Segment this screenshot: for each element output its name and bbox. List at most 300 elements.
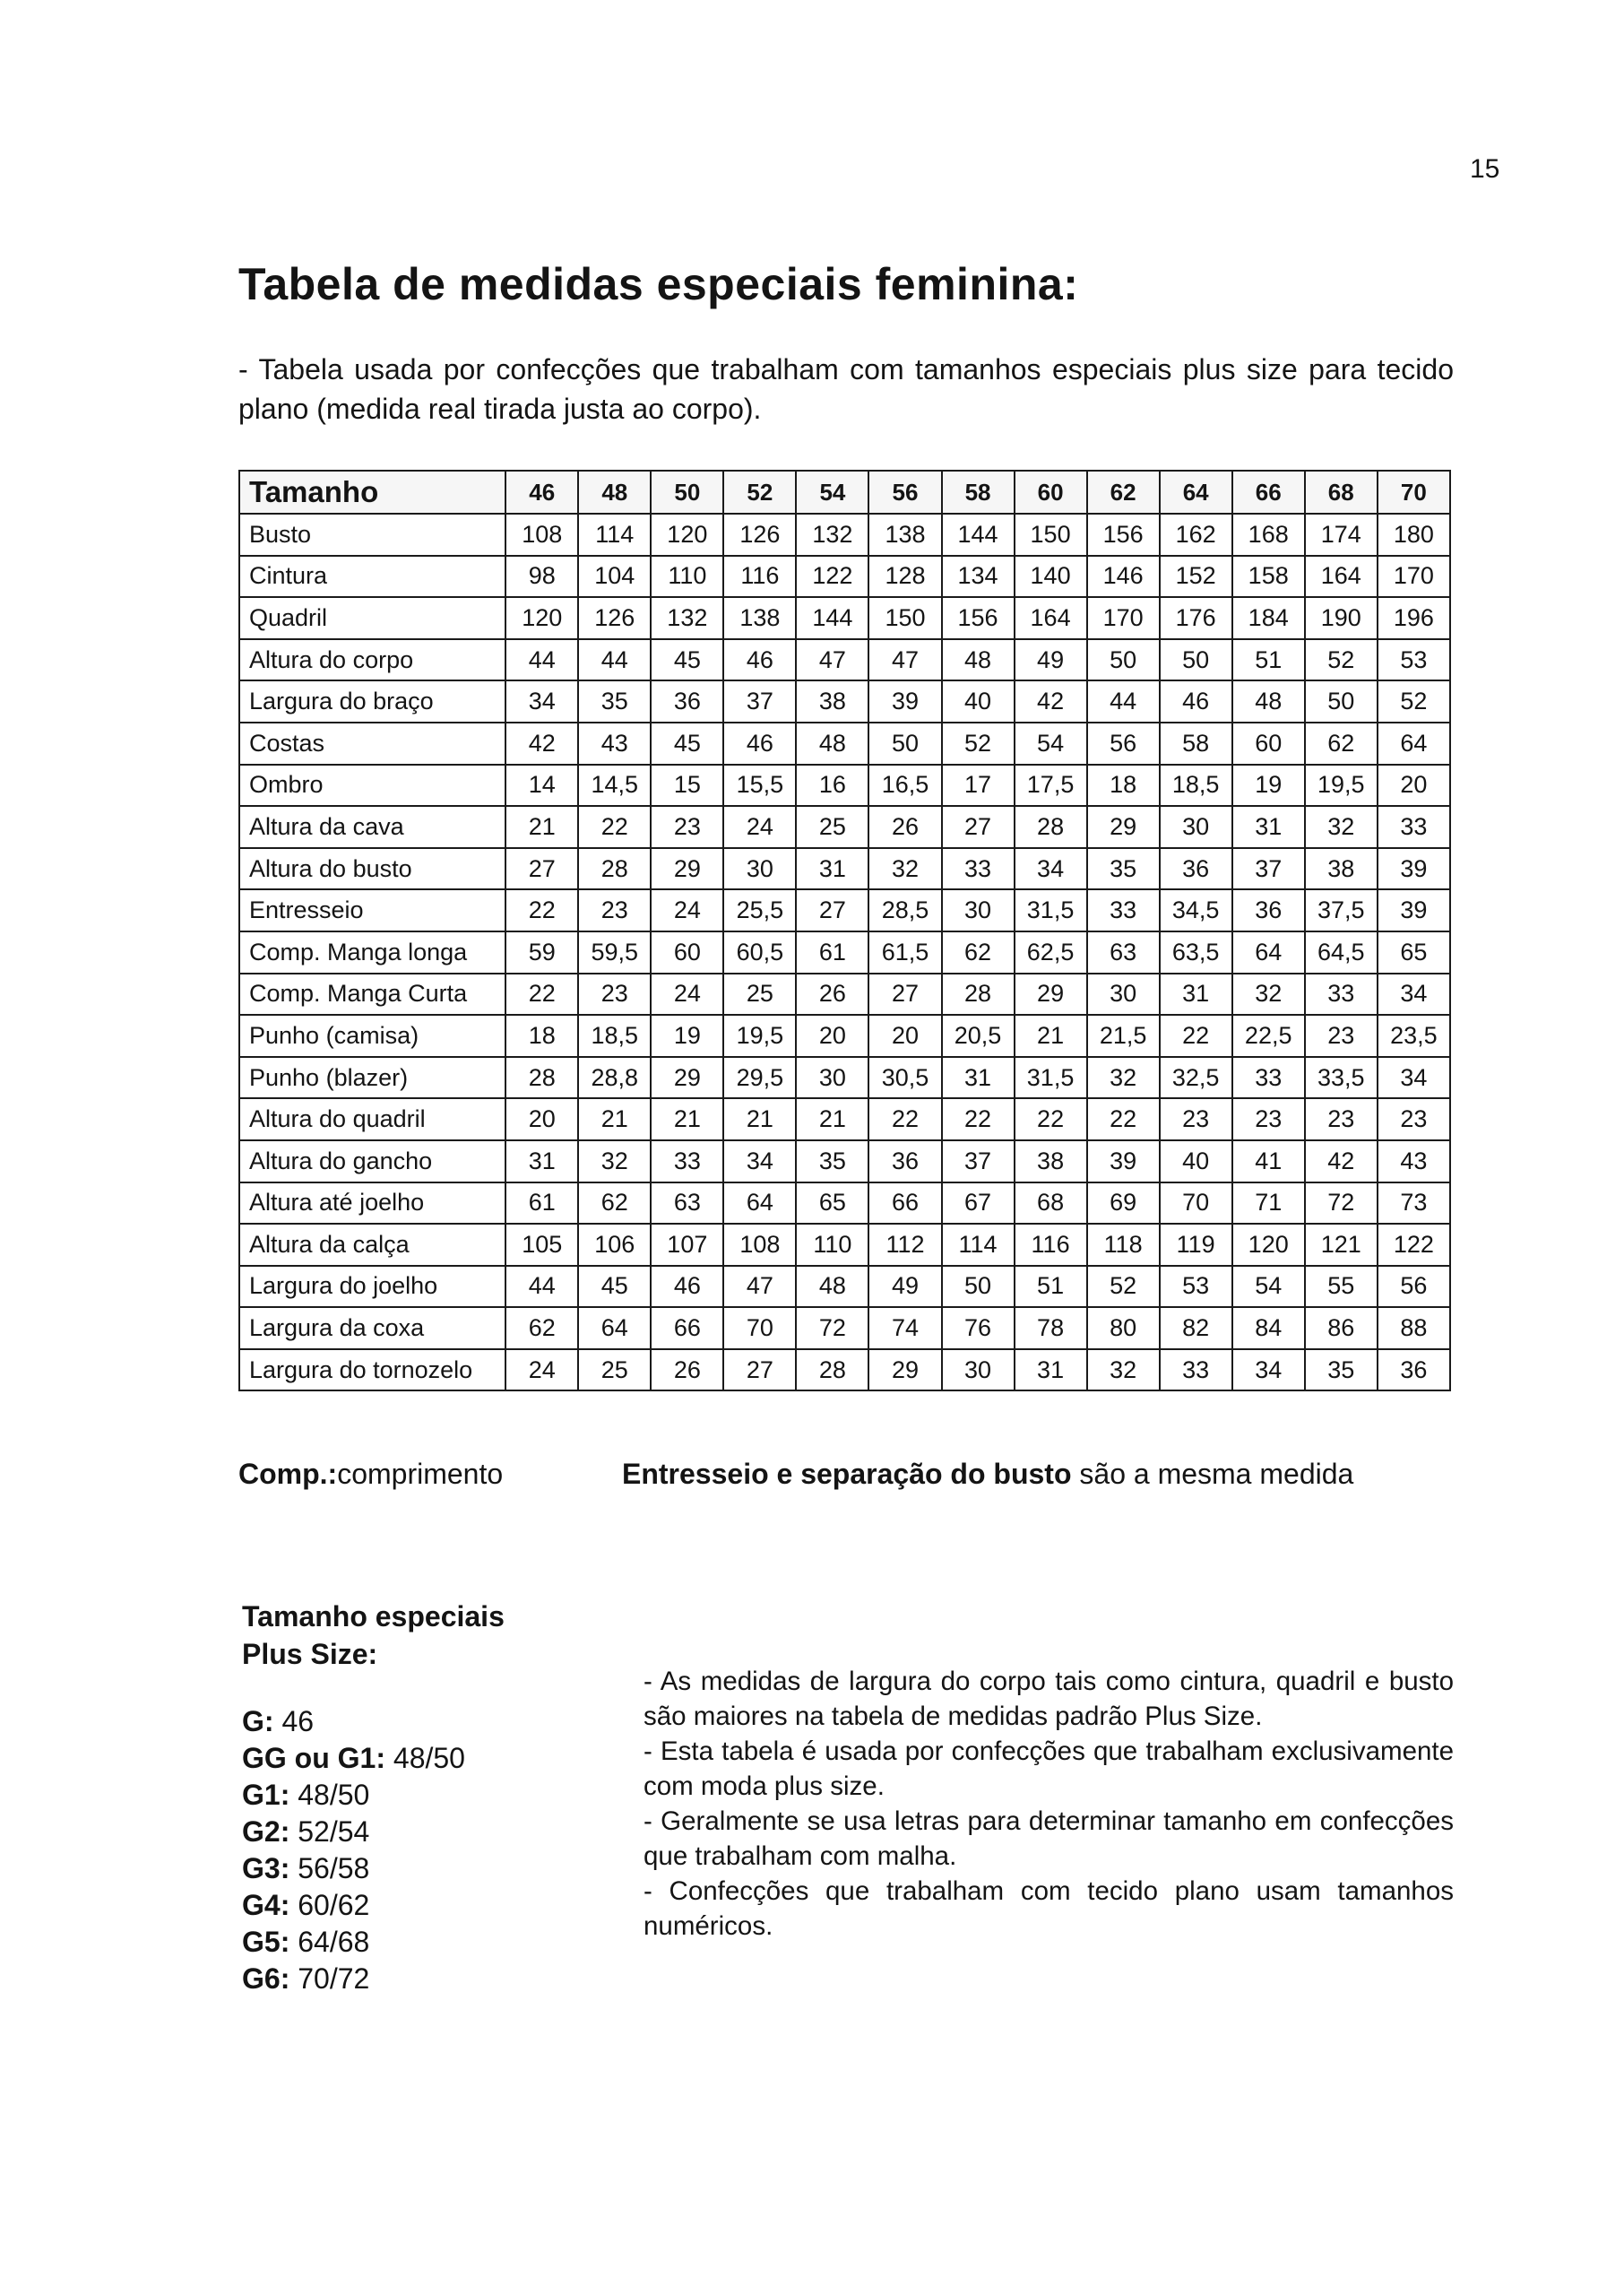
note-item: - Confecções que trabalham com tecido plano usam tamanhos numéricos. xyxy=(644,1876,1454,1941)
table-cell: 35 xyxy=(1305,1349,1378,1391)
table-cell: 50 xyxy=(942,1266,1015,1308)
table-cell: 62 xyxy=(578,1182,651,1225)
table-cell: 21 xyxy=(723,1098,796,1140)
table-cell: 47 xyxy=(868,639,941,681)
table-cell: 27 xyxy=(868,974,941,1016)
table-cell: 39 xyxy=(1087,1140,1160,1182)
table-cell: 32 xyxy=(1087,1057,1160,1099)
table-cell: 74 xyxy=(868,1307,941,1349)
size-code: GG ou G1: xyxy=(242,1742,385,1774)
table-cell: 116 xyxy=(723,556,796,598)
table-cell: 22 xyxy=(868,1098,941,1140)
table-cell: 27 xyxy=(723,1349,796,1391)
size-header-cell: 54 xyxy=(796,471,868,514)
comp-abbreviation-note xyxy=(238,1458,503,1491)
table-cell: 33 xyxy=(651,1140,723,1182)
table-cell: 32,5 xyxy=(1160,1057,1232,1099)
table-cell: 30 xyxy=(1087,974,1160,1016)
table-cell: 64 xyxy=(723,1182,796,1225)
table-cell: 64 xyxy=(1232,931,1305,974)
plus-size-heading-line1: Tamanho especiais xyxy=(242,1600,505,1632)
table-cell: 108 xyxy=(505,514,578,556)
size-header-cell: 46 xyxy=(505,471,578,514)
table-cell: 34 xyxy=(1378,974,1450,1016)
table-cell: 170 xyxy=(1087,597,1160,639)
table-row xyxy=(239,1307,1450,1349)
table-cell: 180 xyxy=(1378,514,1450,556)
table-cell: 134 xyxy=(942,556,1015,598)
table-cell: 21 xyxy=(1015,1015,1087,1057)
table-cell: 46 xyxy=(651,1266,723,1308)
table-cell: 29,5 xyxy=(723,1057,796,1099)
table-cell: 35 xyxy=(578,680,651,723)
table-cell: 25 xyxy=(796,806,868,848)
table-cell: 61 xyxy=(796,931,868,974)
table-cell: 30 xyxy=(796,1057,868,1099)
row-label: Comp. Manga Curta xyxy=(239,974,505,1016)
table-cell: 126 xyxy=(723,514,796,556)
table-cell: 150 xyxy=(1015,514,1087,556)
table-cell: 35 xyxy=(796,1140,868,1182)
table-cell: 22 xyxy=(505,974,578,1016)
table-cell: 31 xyxy=(1232,806,1305,848)
size-header-cell: 52 xyxy=(723,471,796,514)
size-range: 56/58 xyxy=(289,1852,370,1884)
table-cell: 33 xyxy=(1378,806,1450,848)
table-cell: 16,5 xyxy=(868,765,941,807)
table-cell: 23 xyxy=(651,806,723,848)
table-cell: 22 xyxy=(505,889,578,931)
table-cell: 110 xyxy=(651,556,723,598)
table-cell: 29 xyxy=(651,1057,723,1099)
size-range: 60/62 xyxy=(289,1889,370,1921)
table-cell: 67 xyxy=(942,1182,1015,1225)
table-cell: 61,5 xyxy=(868,931,941,974)
table-cell: 36 xyxy=(651,680,723,723)
table-cell: 176 xyxy=(1160,597,1232,639)
row-label: Largura do braço xyxy=(239,680,505,723)
table-cell: 28,8 xyxy=(578,1057,651,1099)
table-row xyxy=(239,1057,1450,1099)
size-header-row xyxy=(239,471,1450,514)
table-row xyxy=(239,723,1450,765)
measurements-table xyxy=(238,470,1451,1391)
table-cell: 26 xyxy=(796,974,868,1016)
table-cell: 37 xyxy=(942,1140,1015,1182)
table-cell: 46 xyxy=(723,723,796,765)
size-code: G6: xyxy=(242,1962,290,1995)
table-cell: 41 xyxy=(1232,1140,1305,1182)
table-cell: 84 xyxy=(1232,1307,1305,1349)
table-cell: 39 xyxy=(868,680,941,723)
table-cell: 31 xyxy=(1015,1349,1087,1391)
size-header-cell: 68 xyxy=(1305,471,1378,514)
page-title: Tabela de medidas especiais feminina: xyxy=(238,259,1079,309)
table-cell: 15,5 xyxy=(723,765,796,807)
table-cell: 23 xyxy=(1160,1098,1232,1140)
table-cell: 64,5 xyxy=(1305,931,1378,974)
row-label: Quadril xyxy=(239,597,505,639)
size-header-cell: 60 xyxy=(1015,471,1087,514)
table-cell: 76 xyxy=(942,1307,1015,1349)
table-cell: 62 xyxy=(942,931,1015,974)
table-cell: 44 xyxy=(505,639,578,681)
table-cell: 34 xyxy=(1378,1057,1450,1099)
table-cell: 21 xyxy=(796,1098,868,1140)
table-cell: 126 xyxy=(578,597,651,639)
table-cell: 33 xyxy=(1232,1057,1305,1099)
table-cell: 23 xyxy=(1232,1098,1305,1140)
table-cell: 30 xyxy=(723,848,796,890)
table-row xyxy=(239,1224,1450,1266)
table-cell: 23 xyxy=(1378,1098,1450,1140)
table-cell: 34,5 xyxy=(1160,889,1232,931)
table-cell: 36 xyxy=(1232,889,1305,931)
size-range: 70/72 xyxy=(289,1962,370,1995)
table-cell: 40 xyxy=(942,680,1015,723)
table-cell: 60 xyxy=(1232,723,1305,765)
table-cell: 64 xyxy=(578,1307,651,1349)
table-cell: 31,5 xyxy=(1015,889,1087,931)
table-cell: 60 xyxy=(651,931,723,974)
table-cell: 66 xyxy=(651,1307,723,1349)
table-cell: 20 xyxy=(868,1015,941,1057)
table-row xyxy=(239,1140,1450,1182)
table-cell: 21,5 xyxy=(1087,1015,1160,1057)
table-cell: 80 xyxy=(1087,1307,1160,1349)
table-row xyxy=(239,680,1450,723)
table-cell: 138 xyxy=(723,597,796,639)
size-header-cell: 50 xyxy=(651,471,723,514)
table-cell: 55 xyxy=(1305,1266,1378,1308)
table-cell: 18 xyxy=(1087,765,1160,807)
table-cell: 64 xyxy=(1378,723,1450,765)
list-item xyxy=(242,1850,465,1887)
row-label: Cintura xyxy=(239,556,505,598)
table-cell: 21 xyxy=(651,1098,723,1140)
list-item xyxy=(242,1777,465,1814)
table-cell: 33 xyxy=(942,848,1015,890)
list-item xyxy=(242,1703,465,1740)
entresseio-note-bold: Entresseio e separação do busto xyxy=(622,1458,1072,1490)
table-row xyxy=(239,931,1450,974)
table-cell: 18 xyxy=(505,1015,578,1057)
table-cell: 65 xyxy=(796,1182,868,1225)
table-cell: 29 xyxy=(1087,806,1160,848)
table-cell: 30 xyxy=(942,1349,1015,1391)
size-code: G2: xyxy=(242,1815,290,1848)
table-cell: 29 xyxy=(651,848,723,890)
table-cell: 54 xyxy=(1015,723,1087,765)
intro-paragraph: - Tabela usada por confecções que trabalham com tamanhos especiais plus size para tecido plano (medida real tirada justa ao corpo). xyxy=(238,353,1454,425)
table-cell: 132 xyxy=(651,597,723,639)
size-code: G3: xyxy=(242,1852,290,1884)
table-cell: 52 xyxy=(1305,639,1378,681)
table-cell: 52 xyxy=(942,723,1015,765)
table-cell: 24 xyxy=(505,1349,578,1391)
table-cell: 63,5 xyxy=(1160,931,1232,974)
table-cell: 65 xyxy=(1378,931,1450,974)
table-cell: 17 xyxy=(942,765,1015,807)
list-item xyxy=(242,1740,465,1777)
table-cell: 48 xyxy=(796,1266,868,1308)
table-cell: 144 xyxy=(796,597,868,639)
table-cell: 50 xyxy=(1087,639,1160,681)
note-item: - Geralmente se usa letras para determinar tamanho em confecções que trabalham com malha. xyxy=(644,1806,1454,1871)
table-cell: 17,5 xyxy=(1015,765,1087,807)
table-cell: 52 xyxy=(1378,680,1450,723)
table-cell: 73 xyxy=(1378,1182,1450,1225)
row-label: Altura até joelho xyxy=(239,1182,505,1225)
row-label: Entresseio xyxy=(239,889,505,931)
table-cell: 33 xyxy=(1305,974,1378,1016)
table-cell: 119 xyxy=(1160,1224,1232,1266)
table-cell: 24 xyxy=(651,974,723,1016)
table-cell: 50 xyxy=(1160,639,1232,681)
table-row xyxy=(239,597,1450,639)
table-cell: 23 xyxy=(1305,1098,1378,1140)
table-cell: 108 xyxy=(723,1224,796,1266)
table-cell: 51 xyxy=(1232,639,1305,681)
table-cell: 184 xyxy=(1232,597,1305,639)
table-cell: 68 xyxy=(1015,1182,1087,1225)
table-cell: 86 xyxy=(1305,1307,1378,1349)
entresseio-note xyxy=(622,1458,1353,1491)
size-header-cell: 70 xyxy=(1378,471,1450,514)
table-cell: 70 xyxy=(1160,1182,1232,1225)
table-row xyxy=(239,848,1450,890)
table-cell: 48 xyxy=(1232,680,1305,723)
table-cell: 140 xyxy=(1015,556,1087,598)
table-cell: 38 xyxy=(796,680,868,723)
table-cell: 49 xyxy=(868,1266,941,1308)
table-cell: 39 xyxy=(1378,848,1450,890)
table-cell: 78 xyxy=(1015,1307,1087,1349)
row-label: Costas xyxy=(239,723,505,765)
list-item xyxy=(242,1924,465,1961)
table-cell: 18,5 xyxy=(1160,765,1232,807)
table-cell: 19 xyxy=(651,1015,723,1057)
table-cell: 72 xyxy=(1305,1182,1378,1225)
table-cell: 53 xyxy=(1378,639,1450,681)
table-cell: 27 xyxy=(942,806,1015,848)
table-cell: 170 xyxy=(1378,556,1450,598)
row-label: Punho (blazer) xyxy=(239,1057,505,1099)
table-cell: 114 xyxy=(578,514,651,556)
table-cell: 60,5 xyxy=(723,931,796,974)
table-cell: 35 xyxy=(1087,848,1160,890)
table-row xyxy=(239,1266,1450,1308)
row-label: Altura do gancho xyxy=(239,1140,505,1182)
table-cell: 26 xyxy=(868,806,941,848)
table-cell: 63 xyxy=(651,1182,723,1225)
table-cell: 190 xyxy=(1305,597,1378,639)
table-cell: 22 xyxy=(1015,1098,1087,1140)
plus-size-heading xyxy=(242,1598,600,1673)
table-cell: 50 xyxy=(868,723,941,765)
table-row xyxy=(239,765,1450,807)
size-header-cell: 56 xyxy=(868,471,941,514)
table-cell: 29 xyxy=(1015,974,1087,1016)
table-cell: 39 xyxy=(1378,889,1450,931)
table-cell: 62 xyxy=(1305,723,1378,765)
table-cell: 33,5 xyxy=(1305,1057,1378,1099)
table-cell: 33 xyxy=(1160,1349,1232,1391)
table-cell: 50 xyxy=(1305,680,1378,723)
table-cell: 120 xyxy=(505,597,578,639)
table-cell: 37 xyxy=(723,680,796,723)
size-header-cell: 48 xyxy=(578,471,651,514)
table-cell: 120 xyxy=(1232,1224,1305,1266)
table-cell: 56 xyxy=(1087,723,1160,765)
table-cell: 168 xyxy=(1232,514,1305,556)
table-cell: 34 xyxy=(723,1140,796,1182)
table-cell: 118 xyxy=(1087,1224,1160,1266)
table-cell: 22 xyxy=(942,1098,1015,1140)
table-cell: 150 xyxy=(868,597,941,639)
table-cell: 31 xyxy=(505,1140,578,1182)
table-cell: 28 xyxy=(796,1349,868,1391)
table-cell: 27 xyxy=(505,848,578,890)
table-cell: 107 xyxy=(651,1224,723,1266)
notes-list xyxy=(644,1664,1454,1944)
table-cell: 19 xyxy=(1232,765,1305,807)
table-cell: 18,5 xyxy=(578,1015,651,1057)
table-cell: 59,5 xyxy=(578,931,651,974)
table-cell: 45 xyxy=(578,1266,651,1308)
row-label: Altura da cava xyxy=(239,806,505,848)
table-cell: 28 xyxy=(578,848,651,890)
table-cell: 132 xyxy=(796,514,868,556)
plus-size-heading-line2: Plus Size: xyxy=(242,1638,378,1670)
table-cell: 22 xyxy=(578,806,651,848)
list-item xyxy=(242,1961,465,1997)
table-cell: 152 xyxy=(1160,556,1232,598)
table-cell: 58 xyxy=(1160,723,1232,765)
table-cell: 40 xyxy=(1160,1140,1232,1182)
note-item: - Esta tabela é usada por confecções que trabalham exclusivamente com moda plus size. xyxy=(644,1736,1454,1801)
size-header-cell: 64 xyxy=(1160,471,1232,514)
table-cell: 42 xyxy=(505,723,578,765)
table-cell: 138 xyxy=(868,514,941,556)
table-cell: 19,5 xyxy=(1305,765,1378,807)
size-header-cell: 66 xyxy=(1232,471,1305,514)
table-cell: 38 xyxy=(1015,1140,1087,1182)
table-cell: 23,5 xyxy=(1378,1015,1450,1057)
table-row xyxy=(239,514,1450,556)
table-cell: 32 xyxy=(868,848,941,890)
table-cell: 22,5 xyxy=(1232,1015,1305,1057)
table-cell: 20 xyxy=(1378,765,1450,807)
table-cell: 49 xyxy=(1015,639,1087,681)
table-cell: 28 xyxy=(1015,806,1087,848)
table-cell: 128 xyxy=(868,556,941,598)
table-row xyxy=(239,556,1450,598)
table-cell: 70 xyxy=(723,1307,796,1349)
table-cell: 26 xyxy=(651,1349,723,1391)
table-cell: 32 xyxy=(1232,974,1305,1016)
comp-abbreviation-text: comprimento xyxy=(337,1458,504,1490)
table-cell: 47 xyxy=(796,639,868,681)
table-cell: 120 xyxy=(651,514,723,556)
table-cell: 43 xyxy=(1378,1140,1450,1182)
table-cell: 14,5 xyxy=(578,765,651,807)
size-range: 52/54 xyxy=(289,1815,370,1848)
row-label: Largura do tornozelo xyxy=(239,1349,505,1391)
table-cell: 22 xyxy=(1160,1015,1232,1057)
table-cell: 71 xyxy=(1232,1182,1305,1225)
table-cell: 104 xyxy=(578,556,651,598)
table-cell: 48 xyxy=(796,723,868,765)
table-cell: 122 xyxy=(1378,1224,1450,1266)
table-cell: 20 xyxy=(796,1015,868,1057)
row-label: Altura do corpo xyxy=(239,639,505,681)
table-row xyxy=(239,974,1450,1016)
size-range: 48/50 xyxy=(289,1779,370,1811)
table-cell: 37 xyxy=(1232,848,1305,890)
table-cell: 156 xyxy=(1087,514,1160,556)
table-cell: 32 xyxy=(1087,1349,1160,1391)
table-cell: 44 xyxy=(505,1266,578,1308)
table-cell: 23 xyxy=(1305,1015,1378,1057)
size-code: G5: xyxy=(242,1926,290,1958)
table-cell: 34 xyxy=(505,680,578,723)
table-cell: 46 xyxy=(1160,680,1232,723)
entresseio-note-text: são a mesma medida xyxy=(1071,1458,1354,1490)
row-label: Ombro xyxy=(239,765,505,807)
table-cell: 46 xyxy=(723,639,796,681)
table-cell: 56 xyxy=(1378,1266,1450,1308)
row-label: Altura da calça xyxy=(239,1224,505,1266)
row-label: Punho (camisa) xyxy=(239,1015,505,1057)
table-cell: 72 xyxy=(796,1307,868,1349)
table-cell: 53 xyxy=(1160,1266,1232,1308)
table-row xyxy=(239,1098,1450,1140)
table-cell: 30 xyxy=(942,889,1015,931)
table-cell: 29 xyxy=(868,1349,941,1391)
comp-abbreviation-label: Comp.: xyxy=(238,1458,338,1490)
table-row xyxy=(239,889,1450,931)
table-cell: 34 xyxy=(1232,1349,1305,1391)
table-cell: 164 xyxy=(1305,556,1378,598)
table-cell: 25,5 xyxy=(723,889,796,931)
table-cell: 27 xyxy=(796,889,868,931)
table-cell: 164 xyxy=(1015,597,1087,639)
table-cell: 32 xyxy=(1305,806,1378,848)
table-cell: 19,5 xyxy=(723,1015,796,1057)
table-cell: 42 xyxy=(1305,1140,1378,1182)
table-cell: 98 xyxy=(505,556,578,598)
table-cell: 22 xyxy=(1087,1098,1160,1140)
table-row xyxy=(239,806,1450,848)
table-cell: 45 xyxy=(651,639,723,681)
table-cell: 196 xyxy=(1378,597,1450,639)
table-cell: 63 xyxy=(1087,931,1160,974)
row-label: Largura da coxa xyxy=(239,1307,505,1349)
table-cell: 31,5 xyxy=(1015,1057,1087,1099)
page-number: 15 xyxy=(1470,154,1500,184)
table-cell: 33 xyxy=(1087,889,1160,931)
size-code: G: xyxy=(242,1705,274,1737)
table-row xyxy=(239,639,1450,681)
table-cell: 30,5 xyxy=(868,1057,941,1099)
table-cell: 66 xyxy=(868,1182,941,1225)
table-cell: 20,5 xyxy=(942,1015,1015,1057)
table-cell: 51 xyxy=(1015,1266,1087,1308)
table-cell: 44 xyxy=(1087,680,1160,723)
size-range: 64/68 xyxy=(289,1926,370,1958)
table-cell: 146 xyxy=(1087,556,1160,598)
